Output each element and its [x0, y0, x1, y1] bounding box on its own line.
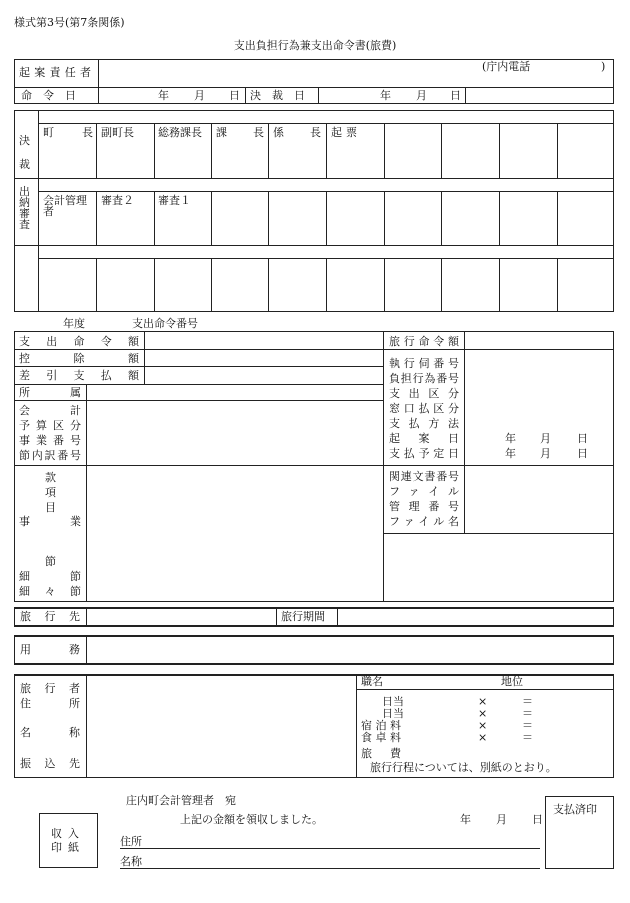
- document-title: 支出負担行為兼支出命令書(旅費): [233, 39, 397, 52]
- somu-label: 総務課長: [158, 126, 202, 139]
- grid-divider: [326, 258, 327, 312]
- grid-divider: [326, 191, 327, 245]
- calc-shukuhaku: 宿泊料: [361, 719, 401, 732]
- kan-label: 款: [45, 471, 56, 484]
- yosan-kubun-label: 予算区分: [19, 419, 81, 432]
- grid-divider: [96, 191, 97, 245]
- kou-label: 項: [45, 486, 56, 499]
- ryokosaki-label: 旅行先: [20, 610, 80, 623]
- grid-divider: [441, 258, 442, 312]
- grid-divider: [96, 258, 97, 312]
- calc-ryohi: 旅費: [361, 747, 401, 760]
- calc-nitto-2: 日当: [382, 707, 404, 720]
- moku-label: 目: [45, 501, 56, 514]
- grid-divider: [211, 258, 212, 312]
- grid-divider: [384, 258, 385, 312]
- futan-bango: 負担行為番号: [389, 372, 459, 385]
- tel-label: (庁内電話: [482, 60, 531, 73]
- ryoko-meirei-gaku: 旅行命令額: [389, 335, 459, 348]
- shinsa2-label: 審査２: [101, 194, 134, 207]
- kojo-gaku: 控除額: [19, 352, 139, 365]
- grid-divider: [384, 191, 385, 245]
- shiharai-hoho: 支払方法: [389, 417, 459, 430]
- kian-bi: 起案日: [389, 432, 459, 445]
- grid-divider: [557, 191, 558, 245]
- kessai-vertical: 決裁: [19, 134, 30, 171]
- shokumei-label: 職名: [361, 675, 383, 688]
- grid-divider: [154, 191, 155, 245]
- kaikei-acct-label: 会計: [19, 404, 81, 417]
- grid-divider: [384, 123, 385, 178]
- grid-divider: [441, 123, 442, 178]
- kanri-bango: 管理番号: [389, 500, 459, 513]
- jigyo-bango-label: 事業番号: [19, 434, 81, 447]
- grid-divider: [499, 123, 500, 178]
- grid-divider: [211, 123, 212, 178]
- shikko-bango: 執行伺番号: [389, 357, 459, 370]
- kessai-label: 決 裁 日: [250, 89, 305, 102]
- ryokosha-label: 旅行者: [20, 682, 80, 695]
- grid-divider: [499, 258, 500, 312]
- grid-divider: [211, 191, 212, 245]
- setsu-label: 節: [45, 555, 56, 568]
- ryoko-kikan-label: 旅行期間: [281, 610, 325, 623]
- kaikei-label: 会計管理者: [43, 194, 87, 218]
- purpose-row: [14, 635, 614, 665]
- shinsa1-label: 審査１: [158, 194, 191, 207]
- approval-grid: [14, 110, 614, 312]
- kakaricho-label: 係長: [273, 126, 321, 139]
- grid-divider: [154, 123, 155, 178]
- file-label: ファイル: [389, 485, 459, 498]
- kihyo-label: 起票: [331, 126, 357, 139]
- chii-label: 地位: [501, 675, 523, 688]
- jigyou-label: 事業: [19, 515, 81, 528]
- kian-label: 起案責任者: [19, 66, 91, 79]
- grid-divider: [326, 123, 327, 178]
- tel-close: ): [601, 60, 606, 73]
- kacho-label: 課長: [216, 126, 264, 139]
- saisetsu-label: 細節: [19, 570, 81, 583]
- file-name: ファイル名: [389, 515, 459, 528]
- receipt-jusho-label: 住所: [120, 835, 142, 848]
- sashihiki-gaku: 差引支払額: [19, 369, 139, 382]
- shiharai-yotei-bi: 支払予定日: [389, 447, 459, 460]
- calc-shokutaku: 食卓料: [361, 731, 401, 744]
- grid-divider: [154, 258, 155, 312]
- shishutsu-kubun: 支出区分: [389, 387, 459, 400]
- grid-divider: [268, 258, 269, 312]
- fukucho-label: 副町長: [101, 126, 134, 139]
- itinerary-note: 旅行行程については、別紙のとおり。: [370, 761, 557, 774]
- kanren-bunsho: 関連文書番号: [389, 470, 459, 483]
- calc-nitto-1: 日当: [382, 695, 404, 708]
- receipt-meisho-label: 名称: [120, 855, 142, 868]
- paid-stamp-label: 支払済印: [553, 803, 597, 816]
- grid-divider: [268, 191, 269, 245]
- grid-divider: [557, 123, 558, 178]
- document-page: 様式第3号(第7条関係) 支出負担行為兼支出命令書(旅費) 起案責任者 (庁内電話 ) 命 令 日 年 月 日 決 裁 日 年 月 日 決裁 出納審査 町長 副町長 総務課長 課長 係長 起票 会計管理者 審査２ 審査１ 年度 支出命令番号 支出命令額 控除額 差引支払額 所属 会計 予算区分 事業番号 節内訳番号 款 項 目 事業 節 細節 細々節 旅行命令額 執行伺番号 負担行為番号 支出区分 窓口払区分 支払方法 起案日 支払予定日 年 月 日 年 月 日 関連文書番号 ファイル 管理番号 ファイル名 旅行先 旅行期間 用務 旅行者 住所 名称 振込先 職名 地位 日当 日当 宿泊料 食卓料 × × × × ＝ ＝ ＝ ＝ 旅費 旅行行程については、別紙のとおり。 庄内町会計管理者 宛 上記の金額を領収しました。 年 月 日 収入印紙 住所 名称 支払済印: [0, 0, 630, 903]
- cho-label: 町長: [43, 126, 93, 139]
- grid-divider: [268, 123, 269, 178]
- grid-divider: [96, 123, 97, 178]
- shozoku-label: 所属: [19, 386, 81, 399]
- grid-divider: [557, 258, 558, 312]
- stamp-label: 収入印紙: [51, 827, 85, 854]
- order-number-label: 支出命令番号: [132, 317, 198, 330]
- saisaisetsu-label: 細々節: [19, 585, 81, 598]
- meisho-label: 名称: [20, 726, 80, 739]
- grid-divider: [441, 191, 442, 245]
- received-text: 上記の金額を領収しました。: [180, 813, 323, 826]
- grid-divider: [499, 191, 500, 245]
- meirei-label: 命 令 日: [21, 89, 76, 102]
- setsu-uchiwake-label: 節内訳番号: [19, 449, 81, 462]
- nendo-label: 年度: [63, 317, 85, 330]
- suitou-vertical: 出納審査: [19, 185, 30, 231]
- form-number: 様式第3号(第7条関係): [14, 16, 125, 29]
- furikomi-label: 振込先: [20, 757, 80, 770]
- madoguchi-kubun: 窓口払区分: [389, 402, 459, 415]
- jusho-label: 住所: [20, 697, 80, 710]
- yomu-label: 用務: [20, 643, 80, 656]
- addressee: 庄内町会計管理者 宛: [126, 794, 236, 807]
- shishutsu-meirei-gaku: 支出命令額: [19, 335, 139, 348]
